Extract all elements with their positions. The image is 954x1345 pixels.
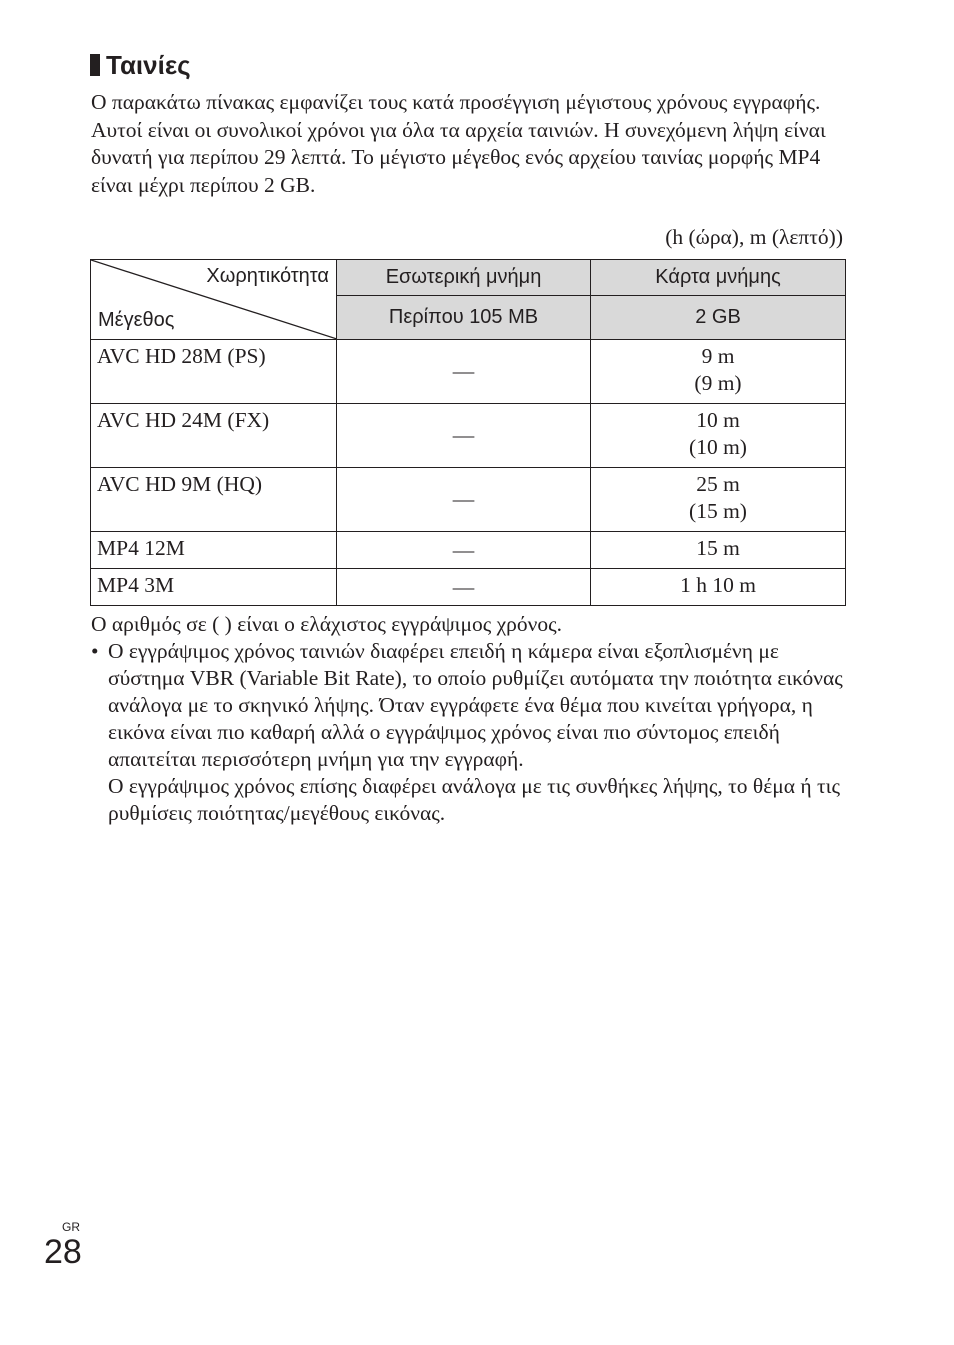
column-header-internal: Εσωτερική μνήμη bbox=[337, 260, 591, 296]
card-value bbox=[591, 340, 846, 404]
bullet-icon: • bbox=[91, 639, 99, 663]
card-time: 9 m bbox=[701, 344, 735, 368]
column-header-card: Κάρτα μνήμης bbox=[591, 260, 846, 296]
row-label: MP4 12M bbox=[91, 532, 337, 569]
internal-value: — bbox=[337, 532, 591, 569]
row-label: AVC HD 24M (FX) bbox=[91, 404, 337, 468]
table-row bbox=[91, 340, 846, 404]
card-time: 15 m bbox=[696, 536, 740, 560]
card-value bbox=[591, 569, 846, 606]
card-min-time: (10 m) bbox=[689, 435, 747, 459]
internal-value: — bbox=[337, 340, 591, 404]
table-row bbox=[91, 468, 846, 532]
capacity-card: 2 GB bbox=[591, 296, 846, 340]
language-code: GR bbox=[62, 1220, 80, 1234]
table-row bbox=[91, 569, 846, 606]
card-value bbox=[591, 532, 846, 569]
table-corner-cell bbox=[91, 260, 337, 340]
units-note: (h (ώρα), m (λεπτό)) bbox=[665, 225, 843, 249]
row-label: AVC HD 9M (HQ) bbox=[91, 468, 337, 532]
row-label: MP4 3M bbox=[91, 569, 337, 606]
recording-time-table bbox=[90, 259, 846, 606]
table-row bbox=[91, 404, 846, 468]
internal-value: — bbox=[337, 569, 591, 606]
card-time: 10 m bbox=[696, 408, 740, 432]
notes-section bbox=[91, 611, 851, 827]
capacity-internal: Περίπου 105 MB bbox=[337, 296, 591, 340]
row-label: AVC HD 28M (PS) bbox=[91, 340, 337, 404]
card-value bbox=[591, 468, 846, 532]
bullet-continuation: Ο εγγράψιμος χρόνος επίσης διαφέρει ανάλογα με τις συνθήκες λήψης, το θέμα ή τις ρυθμίσεις ποιότητας/μεγέθους εικόνας. bbox=[108, 774, 840, 825]
card-min-time: (9 m) bbox=[694, 371, 742, 395]
section-marker-icon bbox=[90, 54, 100, 76]
corner-size-label: Μέγεθος bbox=[98, 309, 175, 331]
bullet-text: Ο εγγράψιμος χρόνος ταινιών διαφέρει επειδή η κάμερα είναι εξοπλισμένη με σύστημα VBR (Variable Bit Rate), το οποίο ρυθμίζει αυτόματα την ποιότητα εικόνας ανάλογα με το σκηνικό λήψης. Όταν εγγράφετε ένα θέμα που κινείται γρήγορα, η εικόνα είναι πιο καθαρή αλλά ο εγγράψιμος χρόνος είναι πιο σύντομος επειδή απαιτείται περισσότερη μνήμη για την εγγραφή. bbox=[108, 639, 843, 771]
intro-paragraph: Ο παρακάτω πίνακας εμφανίζει τους κατά προσέγγιση μέγιστους χρόνους εγγραφής. Αυτοί είναι οι συνολικοί χρόνοι για όλα τα αρχεία ταινιών. Η συνεχόμενη λήψη είναι δυνατή για περίπου 29 λεπτά. Το μέγιστο μέγεθος ενός αρχείου ταινίας μορφής MP4 είναι μέχρι περίπου 2 GB. bbox=[91, 90, 826, 197]
card-time: 25 m bbox=[696, 472, 740, 496]
card-time: 1 h 10 m bbox=[680, 573, 756, 597]
card-value bbox=[591, 404, 846, 468]
internal-value: — bbox=[337, 404, 591, 468]
section-title: Ταινίες bbox=[106, 50, 191, 80]
bullet-item bbox=[91, 638, 851, 773]
table-row bbox=[91, 532, 846, 569]
min-time-note: Ο αριθμός σε ( ) είναι ο ελάχιστος εγγράψιμος χρόνος. bbox=[91, 612, 563, 636]
card-min-time: (15 m) bbox=[689, 499, 747, 523]
corner-capacity-label: Χωρητικότητα bbox=[206, 265, 329, 287]
section-heading bbox=[90, 48, 191, 82]
page-number: 28 bbox=[44, 1233, 82, 1271]
internal-value: — bbox=[337, 468, 591, 532]
